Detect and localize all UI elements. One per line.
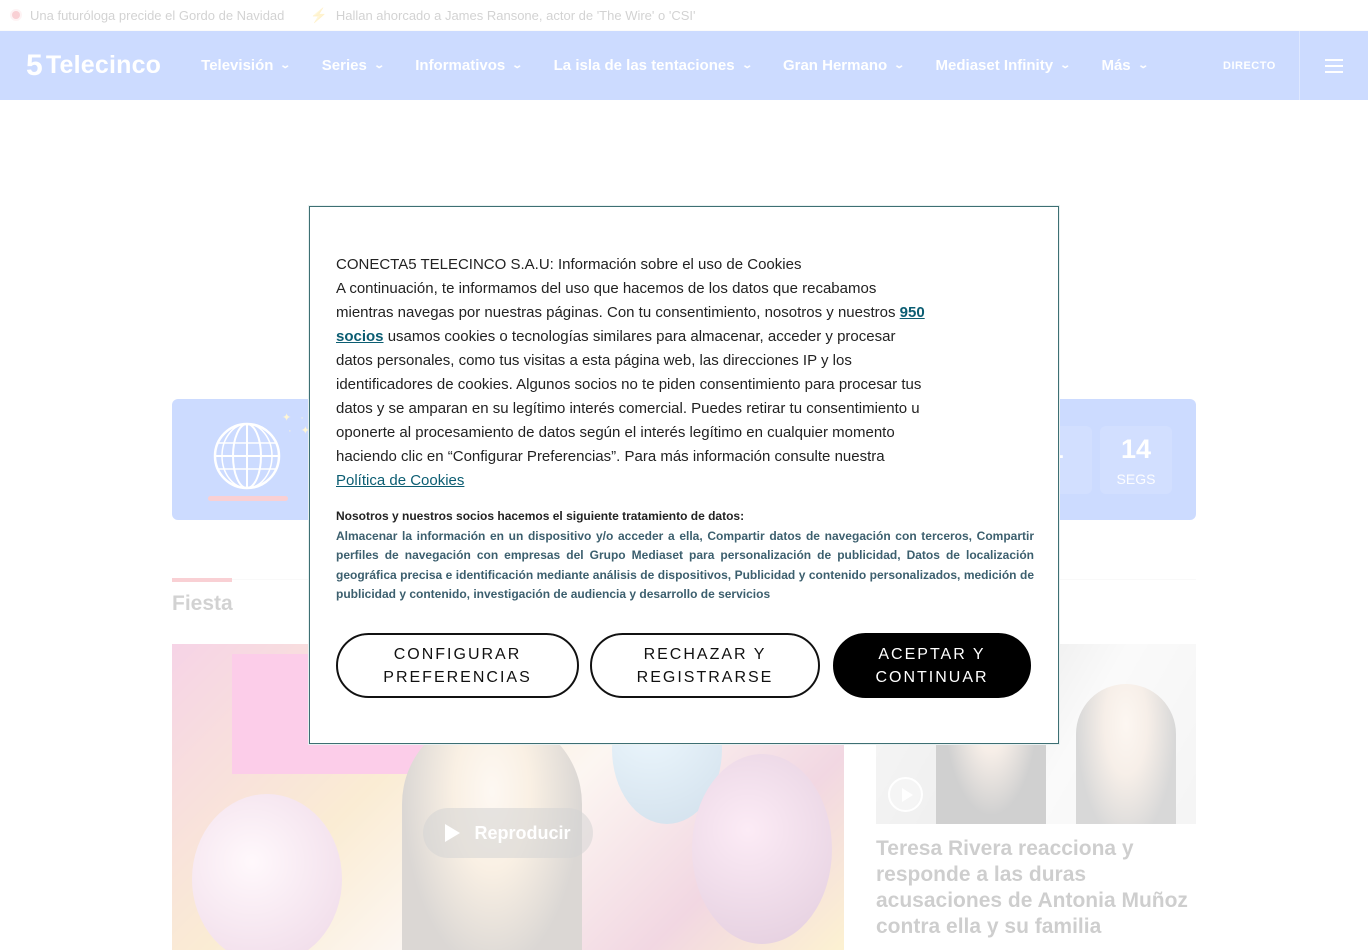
data-processing-info bbox=[336, 507, 1034, 605]
cookie-heading: CONECTA5 TELECINCO S.A.U: Información sobre el uso de Cookies bbox=[336, 256, 802, 273]
processing-purposes-list: Almacenar la información en un dispositivo y/o acceder a ella, Compartir datos de navegación con terceros, Compartir perfiles de navegación con empresas del Grupo Mediaset para personalización de publicidad, Datos de localización geográfica precisa e identificación mediante análisis de dispositivos, Publicidad y contenido personalizados, medición de publicidad y contenido, investigación de audiencia y desarrollo de servicios bbox=[336, 528, 1034, 601]
accept-line2: CONTINUAR bbox=[875, 668, 989, 686]
partners-link[interactable]: 950 socios bbox=[336, 304, 925, 345]
reject-line2: REGISTRARSE bbox=[636, 668, 774, 686]
cookie-policy-link[interactable]: Política de Cookies bbox=[336, 472, 465, 489]
accept-line1: ACEPTAR Y bbox=[878, 645, 986, 663]
cookie-intro-text: A continuación, te informamos del uso que hacemos de los datos que recabamos mientras navegas por nuestras páginas. Con tu consentimiento, nosotros y nuestros bbox=[336, 280, 896, 321]
reject-line1: RECHAZAR Y bbox=[643, 645, 767, 663]
configure-preferences-button[interactable] bbox=[336, 633, 579, 698]
cookie-consent-text bbox=[336, 253, 936, 493]
configure-line1: CONFIGURAR bbox=[393, 645, 522, 663]
configure-line2: PREFERENCIAS bbox=[383, 668, 532, 686]
cookie-intro-text-2: usamos cookies o tecnologías similares para almacenar, acceder y procesar datos personales, como tus visitas a esta página web, las direcciones IP y los identificadores de cookies. Algunos socios no te piden consentimiento para procesar tus datos y se amparan en su legítimo interés comercial. Puedes retirar tu consentimiento u oponerte al procesamiento de datos según el interés legítimo en cualquier momento haciendo clic en “Configurar Preferencias”. Para más información consulte nuestra bbox=[336, 328, 922, 465]
processing-heading: Nosotros y nuestros socios hacemos el siguiente tratamiento de datos: bbox=[336, 509, 745, 523]
accept-and-continue-button[interactable] bbox=[833, 633, 1031, 698]
reject-and-register-button[interactable] bbox=[590, 633, 820, 698]
cookie-consent-dialog bbox=[309, 206, 1059, 744]
cookie-intro bbox=[336, 277, 936, 469]
